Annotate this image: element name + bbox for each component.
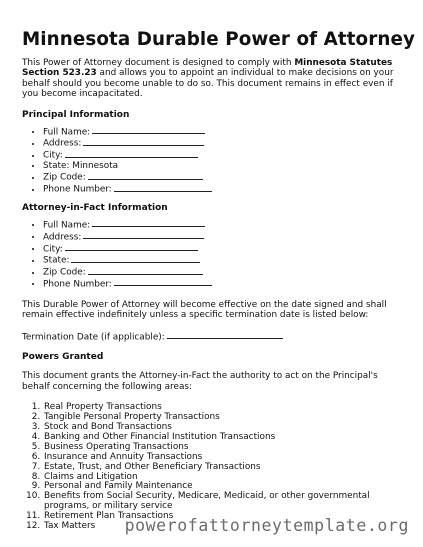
statute-reference: Minnesota Statutes Section 523.23: [22, 58, 393, 79]
attorney-phone-blank[interactable]: [114, 278, 212, 287]
principal-full-name-blank[interactable]: [92, 126, 205, 135]
attorney-state-field[interactable]: • State:: [43, 254, 402, 266]
principal-phone-blank[interactable]: [114, 183, 212, 192]
principal-fields: [22, 126, 402, 195]
document-page: [22, 28, 415, 532]
effective-date-paragraph: This Durable Power of Attorney will become effective on the date signed and shall remain effective indefinitely unless a specific termination date is listed below:: [22, 299, 387, 321]
principal-section: [22, 110, 402, 195]
watermark-url: powerofattorneytemplate.org: [124, 516, 409, 535]
power-item: 9. Personal and Family Maintenance: [43, 482, 402, 492]
attorney-city-blank[interactable]: [65, 243, 198, 252]
principal-address-field[interactable]: • Address:: [43, 137, 402, 149]
power-item: 1. Real Property Transactions: [43, 403, 402, 413]
principal-zip-blank[interactable]: [88, 171, 203, 180]
principal-full-name-field[interactable]: • Full Name:: [43, 126, 402, 138]
attorney-address-blank[interactable]: [83, 231, 204, 240]
attorney-zip-field[interactable]: • Zip Code:: [43, 266, 402, 278]
power-item: 3. Stock and Bond Transactions: [43, 423, 402, 433]
power-item: 10. Benefits from Social Security, Medicare, Medicaid, or other governmental programs, or military service: [43, 492, 402, 512]
attorney-heading: Attorney-in-Fact Information: [22, 202, 168, 213]
intro-text-start: This Power of Attorney document is designed to comply with: [22, 58, 295, 68]
powers-list: [22, 403, 402, 532]
power-item: 7. Estate, Trust, and Other Beneficiary Transactions: [43, 463, 402, 473]
principal-city-field[interactable]: • City:: [43, 149, 402, 161]
attorney-phone-field[interactable]: • Phone Number:: [43, 278, 402, 290]
document-title: Minnesota Durable Power of Attorney: [22, 29, 415, 50]
principal-zip-field[interactable]: • Zip Code:: [43, 171, 402, 183]
principal-state-field: • State: Minnesota: [43, 161, 402, 171]
principal-phone-field[interactable]: • Phone Number:: [43, 183, 402, 195]
attorney-full-name-field[interactable]: • Full Name:: [43, 219, 402, 231]
attorney-city-field[interactable]: • City:: [43, 243, 402, 255]
termination-date-field[interactable]: Termination Date (if applicable):: [22, 331, 402, 343]
powers-intro: This document grants the Attorney-in-Fact the authority to act on the Principal's behalf concerning the following areas:: [22, 371, 378, 392]
attorney-state-blank[interactable]: [71, 254, 200, 263]
intro-text-end: and allows you to appoint an individual to make decisions on your behalf should you become unable to do so. This document remains in effect even if you become incapacitated.: [22, 68, 394, 100]
power-item: 2. Tangible Personal Property Transactions: [43, 413, 402, 423]
termination-date-blank[interactable]: [167, 331, 283, 340]
intro-paragraph: [22, 58, 402, 100]
power-item: 5. Business Operating Transactions: [43, 443, 402, 453]
power-item: 6. Insurance and Annuity Transactions: [43, 453, 402, 463]
power-item: 12. Tax Matters: [43, 522, 402, 532]
powers-section: [22, 352, 402, 532]
power-item: 4. Banking and Other Financial Institution Transactions: [43, 433, 402, 443]
attorney-address-field[interactable]: • Address:: [43, 231, 402, 243]
principal-address-blank[interactable]: [83, 137, 204, 146]
power-item: 11. Retirement Plan Transactions: [43, 512, 402, 522]
principal-heading: Principal Information: [22, 109, 130, 120]
power-item: 8. Claims and Litigation: [43, 473, 402, 483]
principal-city-blank[interactable]: [65, 149, 198, 158]
powers-heading: Powers Granted: [22, 352, 104, 363]
attorney-section: [22, 203, 402, 290]
attorney-zip-blank[interactable]: [88, 266, 203, 275]
attorney-fields: [22, 219, 402, 290]
attorney-full-name-blank[interactable]: [92, 219, 205, 228]
